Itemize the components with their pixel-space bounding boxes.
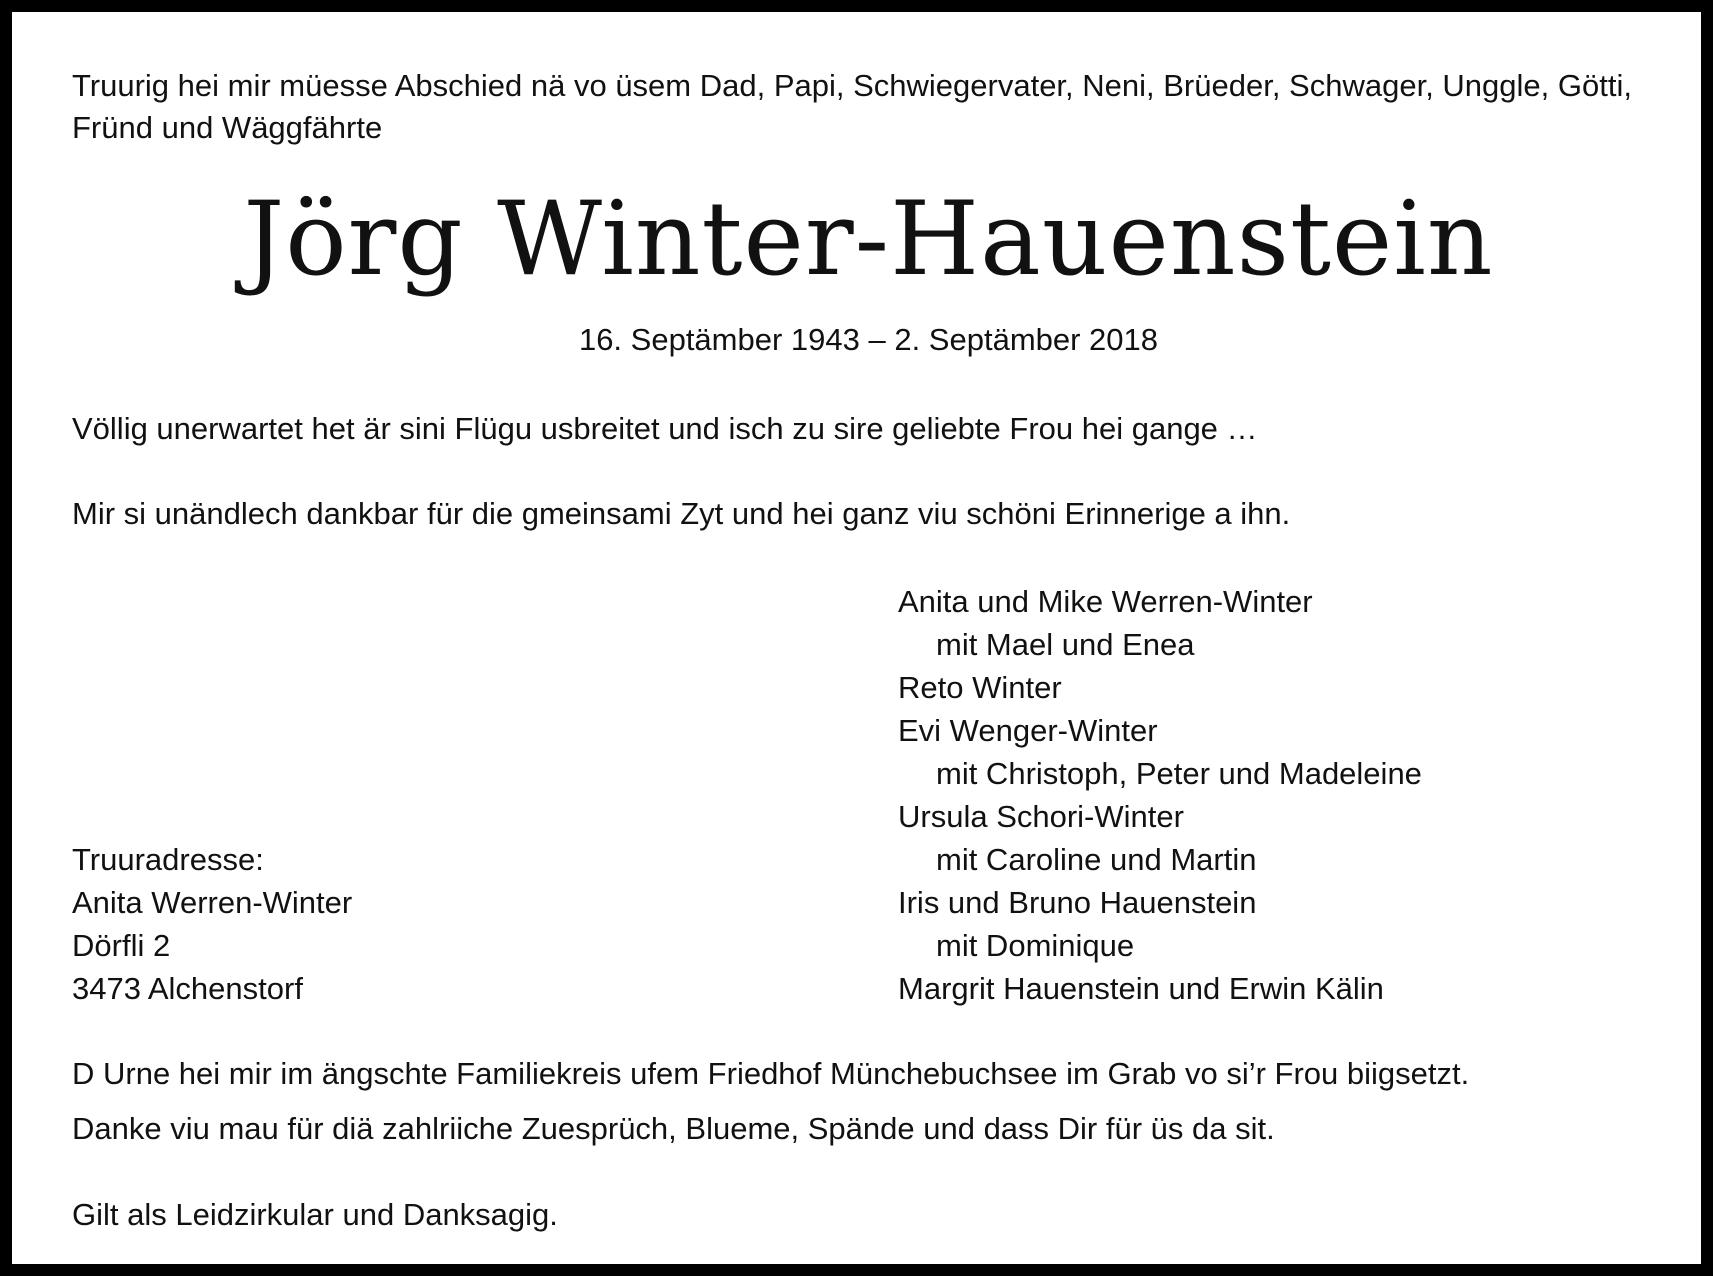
family-member-children: mit Mael und Enea	[936, 627, 1195, 662]
family-member: Evi Wenger-Winter	[898, 713, 1158, 748]
address-name: Anita Werren-Winter	[72, 885, 353, 920]
deceased-name: Jörg Winter-Hauenstein	[243, 180, 1494, 299]
mourning-address	[72, 838, 352, 1010]
family-member: Anita und Mike Werren-Winter	[898, 584, 1313, 619]
family-member-children: mit Christoph, Peter und Madeleine	[936, 756, 1422, 791]
family-member: Reto Winter	[898, 670, 1062, 705]
address-street: Dörfli 2	[72, 928, 171, 963]
paragraph-gratitude: Mir si unändlech dankbar für die gmeinsami Zyt und hei ganz viu schöni Erinnerige a ihn.	[72, 496, 1291, 531]
family-member: Margrit Hauenstein und Erwin Kälin	[898, 971, 1384, 1006]
paragraph-closing: Gilt als Leidzirkular und Danksagig.	[72, 1197, 558, 1232]
life-dates: 16. Septämber 1943 – 2. Septämber 2018	[578, 322, 1159, 357]
family-list	[898, 580, 1422, 1010]
address-city: 3473 Alchenstorf	[72, 971, 303, 1006]
paragraph-burial: D Urne hei mir im ängschte Familiekreis ufem Friedhof Münchebuchsee im Grab vo si’r Frou biigsetzt.	[72, 1056, 1470, 1091]
address-label: Truuradresse:	[72, 842, 264, 877]
paragraph-thanks: Danke viu mau für diä zahlriiche Zuesprüch, Blueme, Spände und dass Dir für üs da sit.	[72, 1111, 1275, 1146]
family-member-children: mit Dominique	[936, 928, 1135, 963]
family-member-children: mit Caroline und Martin	[936, 842, 1257, 877]
intro-text: Truurig hei mir müesse Abschied nä vo üsem Dad, Papi, Schwiegervater, Neni, Brüeder, Schwager, Unggle, Götti, Fründ und Wäggfährte	[72, 68, 1632, 145]
family-member: Iris und Bruno Hauenstein	[898, 885, 1257, 920]
family-member: Ursula Schori-Winter	[898, 799, 1184, 834]
paragraph-passing: Völlig unerwartet het är sini Flügu usbreitet und isch zu sire geliebte Frou hei gange …	[72, 411, 1258, 446]
